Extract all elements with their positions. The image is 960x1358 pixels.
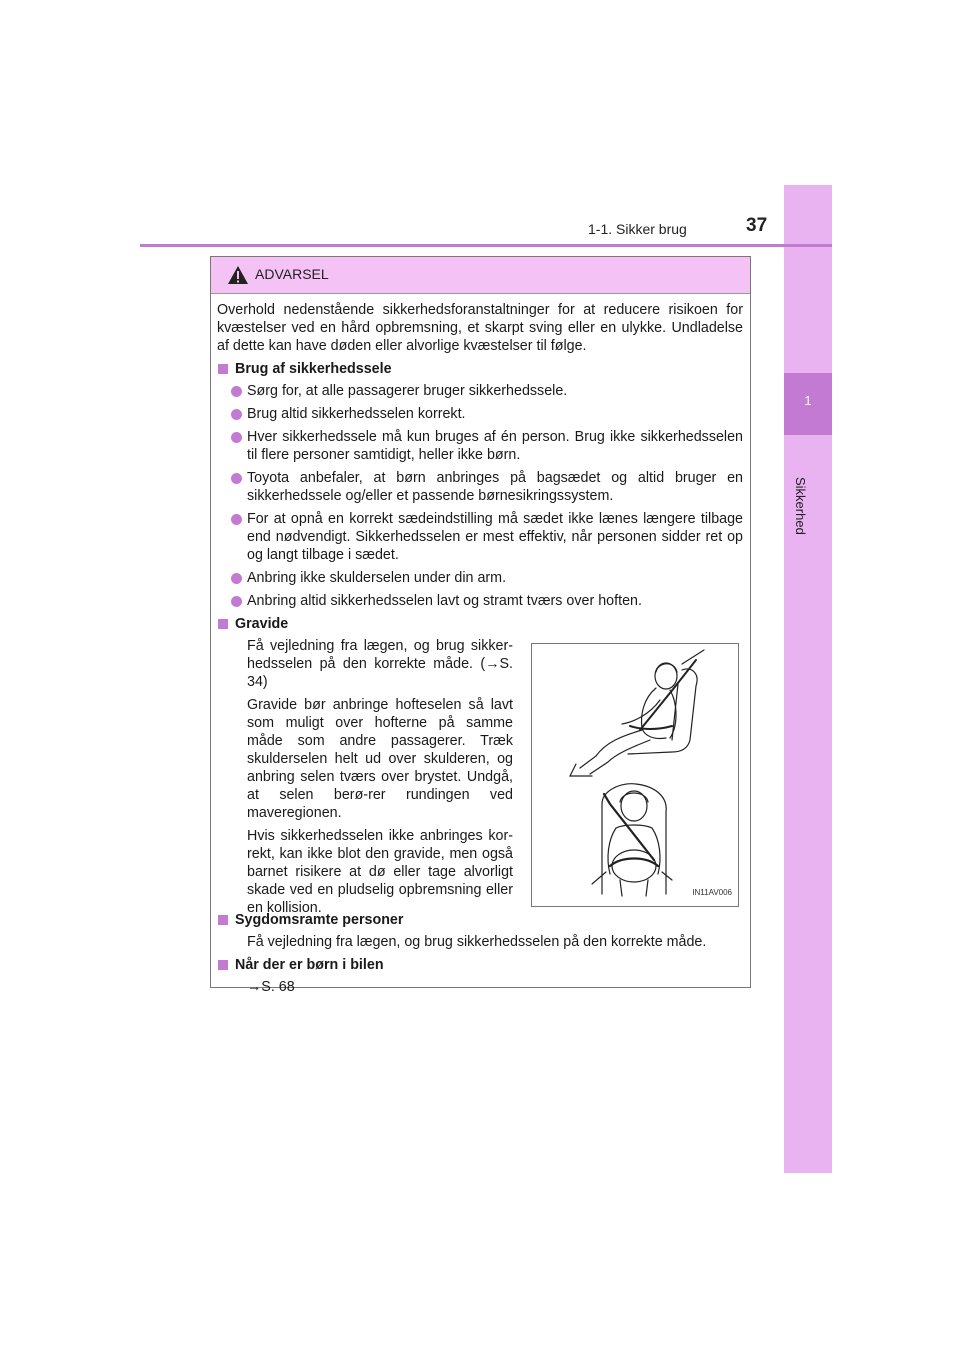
list-item: Brug altid sikkerhedsselen korrekt. xyxy=(217,405,743,423)
bullet-icon xyxy=(231,386,242,397)
heading-sick: Sygdomsramte personer xyxy=(217,911,743,929)
pregnant-seatbelt-illustration xyxy=(531,643,739,907)
bullet-icon xyxy=(231,409,242,420)
bullet-icon xyxy=(231,473,242,484)
bullet-icon xyxy=(231,432,242,443)
list-item: Anbring ikke skulderselen under din arm. xyxy=(217,569,743,587)
section-title: 1-1. Sikker brug xyxy=(588,221,687,237)
heading-seatbelt: Brug af sikkerhedssele xyxy=(217,360,743,378)
chapter-sidebar xyxy=(784,185,832,1173)
list-item: For at opnå en korrekt sædeindstilling må sædet ikke lænes længere tilbage end nødvendigt. Sikkerhedsselen er mest effektiv, når personen sidder ret op og langt tilbage i sædet. xyxy=(217,510,743,564)
page-number: 37 xyxy=(746,215,768,236)
pregnant-section xyxy=(217,637,743,916)
warning-title: ADVARSEL xyxy=(255,266,329,282)
children-reference-link[interactable]: →S. 68 xyxy=(247,979,295,995)
pregnant-paragraph: Få vejledning fra lægen, og brug sikker-hedsselen på den korrekte måde. (→S. 34) xyxy=(247,638,513,690)
figure-label: IN11AV006 xyxy=(692,888,732,897)
warning-triangle-icon xyxy=(227,265,249,285)
heading-pregnant: Gravide xyxy=(217,615,743,633)
sick-text: Få vejledning fra lægen, og brug sikkerhedsselen på den korrekte måde. xyxy=(247,934,707,950)
chapter-title: Sikkerhed xyxy=(793,477,808,535)
pregnant-paragraph: Gravide bør anbringe hofteselen så lavt som muligt over hofterne på samme måde som andre passagerer. Træk skulderselen helt ud over skulderen, og anbring selen tværs over brystet. Undgå, at selen berø-rer rundingen ved maveregionen. xyxy=(247,697,513,821)
pregnant-text xyxy=(247,637,513,922)
bullet-icon xyxy=(231,514,242,525)
list-item: Toyota anbefaler, at børn anbringes på bagsædet og altid bruger en sikkerhedssele og/eller et passende børnesikringssystem. xyxy=(217,469,743,505)
seatbelt-figure-icon xyxy=(532,644,738,906)
list-item: Hver sikkerhedssele må kun bruges af én person. Brug ikke sikkerhedsselen til flere personer samtidigt, heller ikke børn. xyxy=(217,428,743,464)
list-item: Anbring altid sikkerhedsselen lavt og stramt tværs over hoften. xyxy=(217,592,743,610)
chapter-number: 1 xyxy=(804,393,812,408)
heading-children: Når der er børn i bilen xyxy=(217,956,743,974)
warning-intro: Overhold nedenstående sikkerhedsforanstaltninger for at reducere risikoen for kvæstelser ved en hård opbremsning, et skarpt sving eller en ulykke. Undladelse af dette kan have døden eller alvorlige kvæstelser til følge. xyxy=(217,302,743,354)
warning-header xyxy=(211,257,750,294)
chapter-number-tab[interactable] xyxy=(784,373,832,435)
list-item: Sørg for, at alle passagerer bruger sikkerhedssele. xyxy=(217,382,743,400)
header-rule xyxy=(140,244,832,247)
warning-content xyxy=(217,301,743,1001)
bullet-icon xyxy=(231,573,242,584)
bullet-icon xyxy=(231,596,242,607)
pregnant-paragraph: Hvis sikkerhedsselen ikke anbringes kor-rekt, kan ikke blot den gravide, men også barnet risikere at dø eller tage alvorligt skade ved en pludselig opbremsning eller en kollision. xyxy=(247,828,513,916)
warning-box xyxy=(210,256,751,995)
